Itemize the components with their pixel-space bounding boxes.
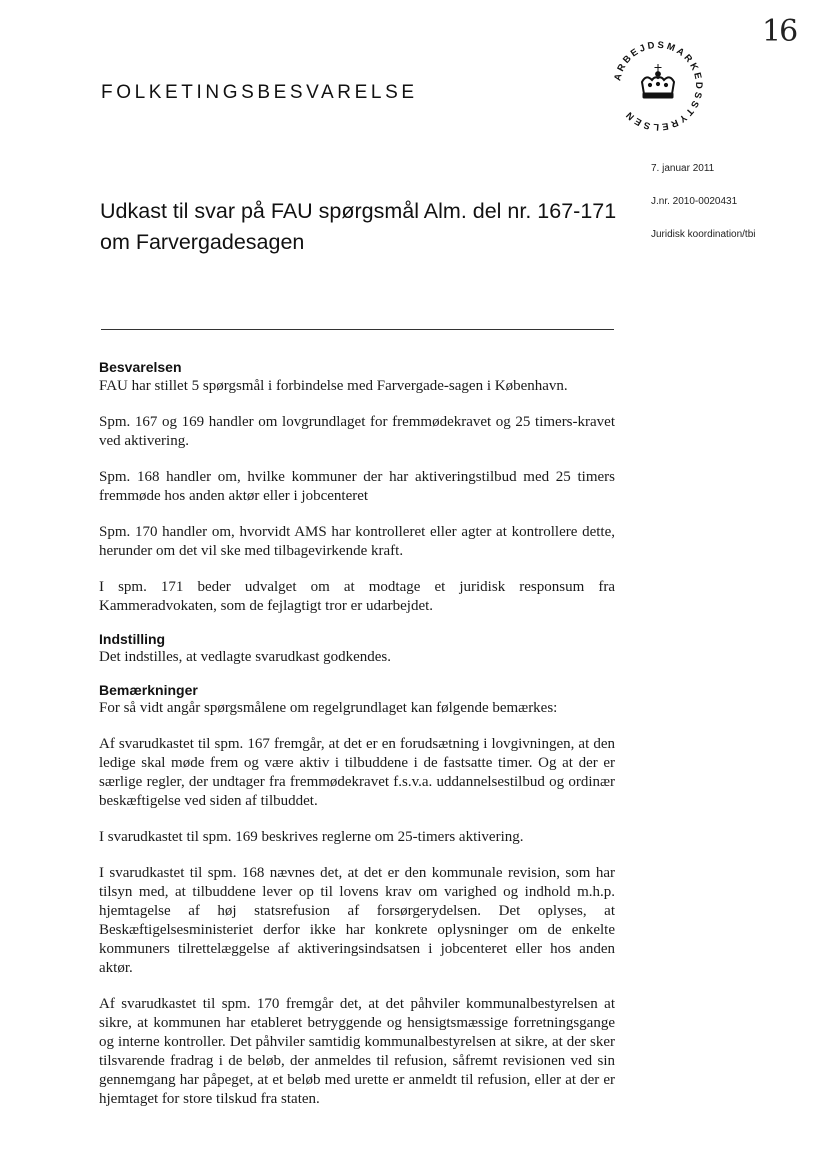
crown-icon	[642, 64, 674, 98]
paragraph: Spm. 170 handler om, hvorvidt AMS har kontrolleret eller agter at kontrollere dette, herunder om det vil ske med tilbagevirkende kraft.	[99, 524, 615, 559]
paragraph: I spm. 171 beder udvalget om at modtage et juridisk responsum fra Kammeradvokaten, som de fejlagtigt tror er udarbejdet.	[99, 579, 615, 614]
section-besvarelsen	[99, 358, 615, 616]
journal-number: J.nr. 2010-0020431	[651, 196, 738, 207]
arbejdsmarkedsstyrelsen-crown-logo	[606, 34, 710, 138]
paragraph: Spm. 168 handler om, hvilke kommuner der har aktiveringstilbud med 25 timers fremmøde hos anden aktør eller i jobcenteret	[99, 469, 615, 504]
paragraph: I svarudkastet til spm. 168 nævnes det, at det er den kommunale revision, som har tilsyn med, at tilbuddene lever op til lovens krav om varighed og indhold m.h.p. hjemtagelse af høj statsrefusion af forsørgerydelsen. Det oplyses, at Beskæftigelsesministeriet derfor ikke har konkrete oplysninger om de enkelte kommuners tilrettelæggelse af aktiveringsindsatsen i jobcenteret eller hos anden aktør.	[99, 865, 615, 976]
title-divider	[101, 329, 614, 330]
paragraph: Det indstilles, at vedlagte svarudkast godkendes.	[99, 649, 392, 665]
document-type-heading: FOLKETINGSBESVARELSE	[101, 82, 418, 103]
paragraph: For så vidt angår spørgsmålene om regelgrundlaget kan følgende bemærkes:	[99, 700, 558, 716]
paragraph: Spm. 167 og 169 handler om lovgrundlaget for fremmødekravet og 25 timers-kravet ved aktivering.	[99, 414, 615, 449]
section-heading: Besvarelsen	[99, 359, 182, 375]
title-line-1: Udkast til svar på FAU spørgsmål Alm. del nr. 167-171	[100, 199, 617, 223]
section-bemaerkninger	[99, 681, 615, 1109]
section-heading: Indstilling	[99, 631, 166, 647]
logo-ring-text: ARBEJDSMARKEDSSTYRELSEN	[612, 39, 705, 133]
paragraph: FAU har stillet 5 spørgsmål i forbindelse med Farvergade-sagen i København.	[99, 378, 568, 394]
department-reference: Juridisk koordination/tbi	[651, 229, 756, 240]
paragraph: Af svarudkastet til spm. 167 fremgår, at det er en forudsætning i lovgivningen, at den ledige skal møde frem og være aktiv i tilbuddene i de fastsatte timer. Og at der er særlige regler, der undtager fra fremmødekravet f.s.v.a. uddannelsestilbud og ordinær beskæftigelse ved siden af tilbuddet.	[99, 736, 615, 809]
document-date: 7. januar 2011	[651, 163, 715, 174]
handwritten-page-number: 16	[762, 14, 797, 49]
paragraph: Af svarudkastet til spm. 170 fremgår det, at det påhviler kommunalbestyrelsen at sikre, at kommunen har etableret betryggende og hensigtsmæssige forretningsgange og interne kontroller. Det påhviler samtidig kommunalbestyrelsen at sikre, at der sker tilsvarende fradrag i de beløb, der anmeldes til refusion, såfremt revisionen ved sin gennemgang har påpeget, at et beløb med urette er anmeldt til refusion, eller at der er hjemtaget for store tilskud fra staten.	[99, 996, 615, 1107]
document-body	[99, 358, 615, 1126]
section-indstilling	[99, 630, 615, 667]
paragraph: I svarudkastet til spm. 169 beskrives reglerne om 25-timers aktivering.	[99, 829, 524, 845]
section-heading: Bemærkninger	[99, 682, 198, 698]
document-title	[100, 196, 620, 258]
title-line-2: om Farvergadesagen	[100, 230, 305, 254]
